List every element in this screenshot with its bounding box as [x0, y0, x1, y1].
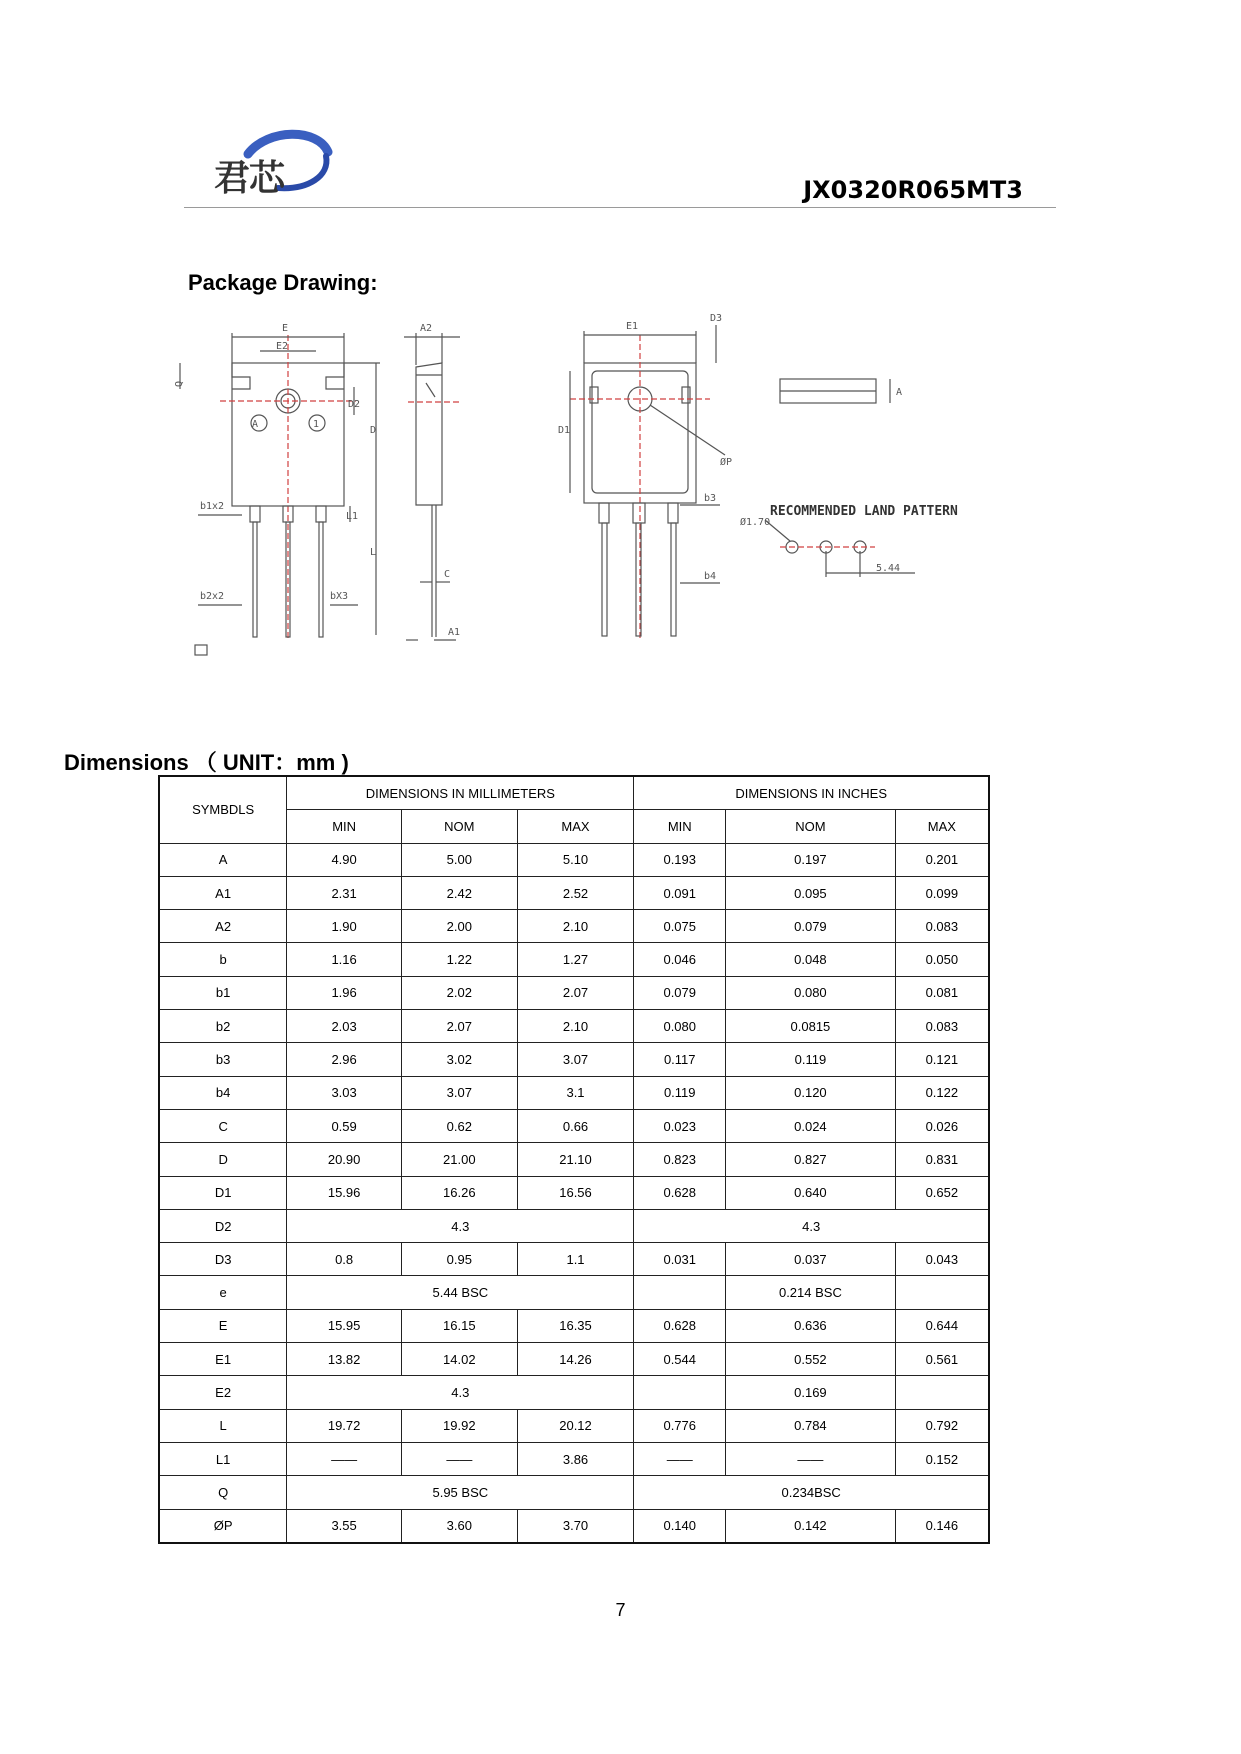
symbol-cell: L1 — [159, 1442, 287, 1475]
empty-cell — [634, 1276, 726, 1309]
svg-text:E1: E1 — [626, 321, 639, 332]
table-row — [159, 1476, 989, 1509]
svg-text:b2x2: b2x2 — [200, 591, 225, 602]
symbol-cell: C — [159, 1109, 287, 1142]
value-cell: 0.119 — [726, 1043, 896, 1076]
value-cell: 0.031 — [634, 1243, 726, 1276]
svg-text:D3: D3 — [710, 313, 723, 324]
table-row — [159, 1309, 989, 1342]
svg-text:C: C — [444, 569, 451, 580]
value-cell: 13.82 — [287, 1343, 402, 1376]
svg-text:b4: b4 — [704, 571, 717, 582]
value-cell: 0.119 — [634, 1076, 726, 1109]
table-row — [159, 1409, 989, 1442]
value-cell-in: 0.214 BSC — [726, 1276, 896, 1309]
svg-text:A1: A1 — [448, 627, 461, 638]
value-cell: 0.024 — [726, 1109, 896, 1142]
table-row — [159, 1109, 989, 1142]
value-cell: 0.62 — [401, 1109, 517, 1142]
value-cell: 0.152 — [895, 1442, 989, 1475]
value-cell-in: 0.169 — [726, 1376, 896, 1409]
logo-text: 君芯 — [214, 158, 285, 199]
value-cell: 4.90 — [287, 843, 402, 876]
svg-text:L: L — [370, 547, 377, 558]
symbol-cell: D3 — [159, 1243, 287, 1276]
value-cell: 0.644 — [895, 1309, 989, 1342]
value-cell: 0.628 — [634, 1176, 726, 1209]
sub-max-mm: MAX — [517, 810, 634, 843]
symbol-cell: E — [159, 1309, 287, 1342]
value-cell: 0.079 — [726, 910, 896, 943]
sub-min-in: MIN — [634, 810, 726, 843]
symbol-cell: E1 — [159, 1343, 287, 1376]
symbol-cell: b — [159, 943, 287, 976]
value-cell: 3.07 — [517, 1043, 634, 1076]
value-cell: 19.92 — [401, 1409, 517, 1442]
value-cell: 16.56 — [517, 1176, 634, 1209]
value-cell: 1.27 — [517, 943, 634, 976]
value-cell: —— — [287, 1442, 402, 1475]
table-row — [159, 943, 989, 976]
value-cell: 0.628 — [634, 1309, 726, 1342]
value-cell: 0.776 — [634, 1409, 726, 1442]
sub-nom-mm: NOM — [401, 810, 517, 843]
value-cell-mm: 4.3 — [287, 1209, 634, 1242]
svg-text:5.44: 5.44 — [876, 563, 901, 574]
value-cell: 14.02 — [401, 1343, 517, 1376]
value-cell: 14.26 — [517, 1343, 634, 1376]
table-row — [159, 843, 989, 876]
value-cell: 16.26 — [401, 1176, 517, 1209]
value-cell: 16.15 — [401, 1309, 517, 1342]
value-cell: 0.081 — [895, 976, 989, 1009]
svg-text:b3: b3 — [704, 493, 717, 504]
value-cell: 0.146 — [895, 1509, 989, 1543]
table-row — [159, 1010, 989, 1043]
symbol-cell: ØP — [159, 1509, 287, 1543]
value-cell: —— — [726, 1442, 896, 1475]
svg-text:A: A — [896, 387, 903, 398]
value-cell: 1.16 — [287, 943, 402, 976]
svg-text:1: 1 — [313, 419, 320, 430]
table-row — [159, 1209, 989, 1242]
page-number: 7 — [615, 1600, 626, 1620]
svg-text:RECOMMENDED LAND PATTERN: RECOMMENDED LAND PATTERN — [770, 504, 958, 519]
package-drawing — [174, 313, 1060, 675]
dimensions-heading: Dimensions （ UNIT：mm ) — [64, 750, 349, 775]
value-cell: 21.10 — [517, 1143, 634, 1176]
svg-text:Ø1.70: Ø1.70 — [740, 517, 771, 528]
dimensions-table — [158, 775, 990, 1544]
table-row — [159, 876, 989, 909]
table-row — [159, 1243, 989, 1276]
value-cell: 0.652 — [895, 1176, 989, 1209]
svg-text:b1x2: b1x2 — [200, 501, 225, 512]
value-cell: 0.075 — [634, 910, 726, 943]
part-number: JX0320R065MT3 — [803, 176, 1023, 204]
value-cell: 2.07 — [517, 976, 634, 1009]
symbol-cell: A1 — [159, 876, 287, 909]
header-millimeters: DIMENSIONS IN MILLIMETERS — [287, 776, 634, 810]
value-cell: 0.784 — [726, 1409, 896, 1442]
value-cell: 15.96 — [287, 1176, 402, 1209]
table-row — [159, 1276, 989, 1309]
value-cell: 0.091 — [634, 876, 726, 909]
value-cell-mm: 5.95 BSC — [287, 1476, 634, 1509]
svg-text:L1: L1 — [346, 511, 359, 522]
svg-text:A2: A2 — [420, 323, 433, 334]
value-cell: 0.023 — [634, 1109, 726, 1142]
symbol-cell: E2 — [159, 1376, 287, 1409]
value-cell: 20.12 — [517, 1409, 634, 1442]
symbol-cell: b4 — [159, 1076, 287, 1109]
value-cell: 19.72 — [287, 1409, 402, 1442]
value-cell: 2.07 — [401, 1010, 517, 1043]
value-cell: 0.121 — [895, 1043, 989, 1076]
value-cell: 3.86 — [517, 1442, 634, 1475]
sub-max-in: MAX — [895, 810, 989, 843]
value-cell: 0.831 — [895, 1143, 989, 1176]
table-row — [159, 1442, 989, 1475]
value-cell: 0.083 — [895, 910, 989, 943]
value-cell: 1.22 — [401, 943, 517, 976]
svg-text:D2: D2 — [348, 399, 361, 410]
value-cell: 0.043 — [895, 1243, 989, 1276]
front-view — [180, 333, 380, 655]
value-cell: 0.120 — [726, 1076, 896, 1109]
svg-text:ØP: ØP — [720, 457, 733, 468]
value-cell: 0.037 — [726, 1243, 896, 1276]
value-cell: 2.52 — [517, 876, 634, 909]
value-cell: 0.117 — [634, 1043, 726, 1076]
table-row — [159, 1176, 989, 1209]
value-cell: 0.0815 — [726, 1010, 896, 1043]
package-drawing-heading: Package Drawing: — [188, 270, 378, 295]
value-cell: 0.193 — [634, 843, 726, 876]
value-cell: 0.95 — [401, 1243, 517, 1276]
sub-nom-in: NOM — [726, 810, 896, 843]
value-cell: 0.026 — [895, 1109, 989, 1142]
table-row — [159, 1043, 989, 1076]
value-cell: 16.35 — [517, 1309, 634, 1342]
top-profile — [780, 379, 890, 403]
value-cell: 0.122 — [895, 1076, 989, 1109]
symbol-cell: b1 — [159, 976, 287, 1009]
empty-cell — [895, 1376, 989, 1409]
value-cell: 0.792 — [895, 1409, 989, 1442]
company-logo — [208, 126, 348, 206]
symbol-cell: b2 — [159, 1010, 287, 1043]
value-cell: 2.42 — [401, 876, 517, 909]
value-cell: 2.03 — [287, 1010, 402, 1043]
value-cell: 0.140 — [634, 1509, 726, 1543]
svg-text:A: A — [252, 419, 259, 430]
symbol-cell: b3 — [159, 1043, 287, 1076]
svg-text:D1: D1 — [558, 425, 571, 436]
side-view — [404, 333, 460, 640]
table-row — [159, 910, 989, 943]
value-cell: 3.60 — [401, 1509, 517, 1543]
value-cell-mm: 4.3 — [287, 1376, 634, 1409]
value-cell: 2.10 — [517, 1010, 634, 1043]
value-cell: 0.552 — [726, 1343, 896, 1376]
svg-text:bX3: bX3 — [330, 591, 349, 602]
sub-min-mm: MIN — [287, 810, 402, 843]
svg-text:Q: Q — [174, 380, 185, 387]
value-cell: 3.70 — [517, 1509, 634, 1543]
table-row — [159, 1143, 989, 1176]
value-cell: 0.080 — [634, 1010, 726, 1043]
svg-text:E: E — [282, 323, 289, 334]
value-cell: 2.02 — [401, 976, 517, 1009]
value-cell: 0.142 — [726, 1509, 896, 1543]
symbol-cell: D — [159, 1143, 287, 1176]
value-cell: 3.55 — [287, 1509, 402, 1543]
value-cell: 3.07 — [401, 1076, 517, 1109]
value-cell: 2.31 — [287, 876, 402, 909]
symbol-cell: D2 — [159, 1209, 287, 1242]
value-cell: 0.59 — [287, 1109, 402, 1142]
header-symbols: SYMBDLS — [159, 776, 287, 843]
empty-cell — [895, 1276, 989, 1309]
value-cell: 1.96 — [287, 976, 402, 1009]
value-cell: 3.1 — [517, 1076, 634, 1109]
header-divider — [184, 207, 1056, 208]
value-cell: 5.10 — [517, 843, 634, 876]
value-cell: 0.048 — [726, 943, 896, 976]
symbol-cell: e — [159, 1276, 287, 1309]
svg-text:D: D — [370, 425, 377, 436]
value-cell: 0.079 — [634, 976, 726, 1009]
value-cell-in: 4.3 — [634, 1209, 989, 1242]
value-cell: 0.095 — [726, 876, 896, 909]
value-cell: 3.02 — [401, 1043, 517, 1076]
value-cell: 2.96 — [287, 1043, 402, 1076]
value-cell: 0.640 — [726, 1176, 896, 1209]
empty-cell — [634, 1376, 726, 1409]
value-cell: 0.099 — [895, 876, 989, 909]
value-cell: 0.197 — [726, 843, 896, 876]
table-row — [159, 1076, 989, 1109]
value-cell: 20.90 — [287, 1143, 402, 1176]
value-cell-mm: 5.44 BSC — [287, 1276, 634, 1309]
table-row — [159, 976, 989, 1009]
value-cell-in: 0.234BSC — [634, 1476, 989, 1509]
value-cell: 3.03 — [287, 1076, 402, 1109]
value-cell: 0.050 — [895, 943, 989, 976]
table-row — [159, 1509, 989, 1543]
value-cell: —— — [401, 1442, 517, 1475]
value-cell: 1.1 — [517, 1243, 634, 1276]
table-header-row — [159, 776, 989, 810]
value-cell: 0.561 — [895, 1343, 989, 1376]
value-cell: 0.201 — [895, 843, 989, 876]
value-cell: 0.66 — [517, 1109, 634, 1142]
header-inches: DIMENSIONS IN INCHES — [634, 776, 989, 810]
symbol-cell: D1 — [159, 1176, 287, 1209]
value-cell: 0.544 — [634, 1343, 726, 1376]
value-cell: 0.636 — [726, 1309, 896, 1342]
value-cell: 2.00 — [401, 910, 517, 943]
symbol-cell: Q — [159, 1476, 287, 1509]
svg-text:E2: E2 — [276, 341, 289, 352]
value-cell: 0.827 — [726, 1143, 896, 1176]
value-cell: —— — [634, 1442, 726, 1475]
table-row — [159, 1343, 989, 1376]
value-cell: 21.00 — [401, 1143, 517, 1176]
value-cell: 5.00 — [401, 843, 517, 876]
symbol-cell: A2 — [159, 910, 287, 943]
value-cell: 1.90 — [287, 910, 402, 943]
value-cell: 0.083 — [895, 1010, 989, 1043]
value-cell: 15.95 — [287, 1309, 402, 1342]
table-row — [159, 1376, 989, 1409]
value-cell: 0.8 — [287, 1243, 402, 1276]
value-cell: 0.823 — [634, 1143, 726, 1176]
symbol-cell: L — [159, 1409, 287, 1442]
symbol-cell: A — [159, 843, 287, 876]
value-cell: 0.046 — [634, 943, 726, 976]
value-cell: 2.10 — [517, 910, 634, 943]
value-cell: 0.080 — [726, 976, 896, 1009]
back-view — [570, 325, 725, 640]
